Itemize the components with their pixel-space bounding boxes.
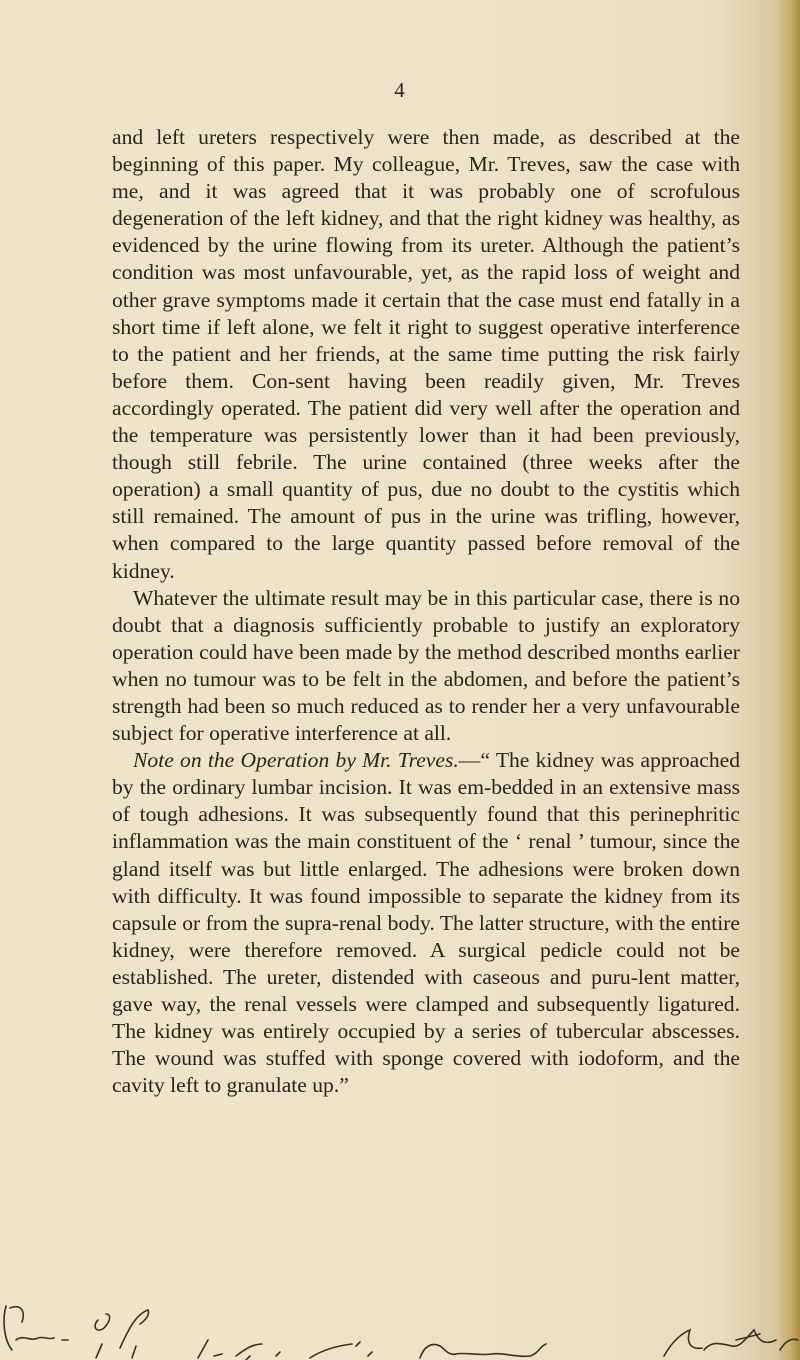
paragraph-3: [112, 747, 740, 1099]
note-heading: Note on the Operation by Mr. Treves.: [133, 748, 459, 773]
note-text: —“ The kidney was approached by the ordinary lumbar incision. It was em-bedded in an extensive mass of tough adhesions. It was subsequently found that this perinephritic inflammation was the main constituent of the ‘ renal ’ tumour, since the gland itself was but little enlarged. The adhesions were broken down with difficulty. It was found impossible to separate the kidney from its capsule or from the supra-renal body. The latter structure, with the entire kidney, were therefore removed. A surgical pedicle could not be established. The ureter, distended with caseous and puru-lent matter, gave way, the renal vessels were clamped and subsequently ligatured. The kidney was entirely occupied by a series of tubercular abscesses. The wound was stuffed with sponge covered with iodoform, and the cavity left to granulate up.”: [112, 748, 741, 1098]
page-number: 4: [394, 78, 406, 102]
paragraph-2: Whatever the ultimate result may be in this particular case, there is no doubt that a diagnosis sufficiently probable to justify an exploratory operation could have been made by the method described months earlier when no tumour was to be felt in the abdomen, and before the patient’s strength had been so much reduced as to render her a very unfavourable subject for operative interference at all.: [112, 585, 740, 746]
paragraph-1: and left ureters respectively were then made, as described at the beginning of this paper. My colleague, Mr. Treves, saw the case with me, and it was agreed that it was probably one of scrofulous degeneration of the left kidney, and that the right kidney was healthy, as evidenced by the urine flowing from its ureter. Although the patient’s condition was most unfavourable, yet, as the rapid loss of weight and other grave symptoms made it certain that the case must end fatally in a short time if left alone, we felt it right to suggest operative interference to the patient and her friends, at the same time putting the risk fairly before them. Con-sent having been readily given, Mr. Treves accordingly operated. The patient did very well after the operation and the temperature was persistently lower than it had been previously, though still febrile. The urine contained (three weeks after the operation) a small quantity of pus, due no doubt to the cystitis which still remained. The amount of pus in the urine was trifling, however, when compared to the large quantity passed before removal of the kidney.: [112, 125, 740, 583]
page-edge-shadow: [778, 0, 800, 1360]
body-text: [112, 124, 740, 1099]
handwritten-signature-image: [0, 1300, 800, 1360]
